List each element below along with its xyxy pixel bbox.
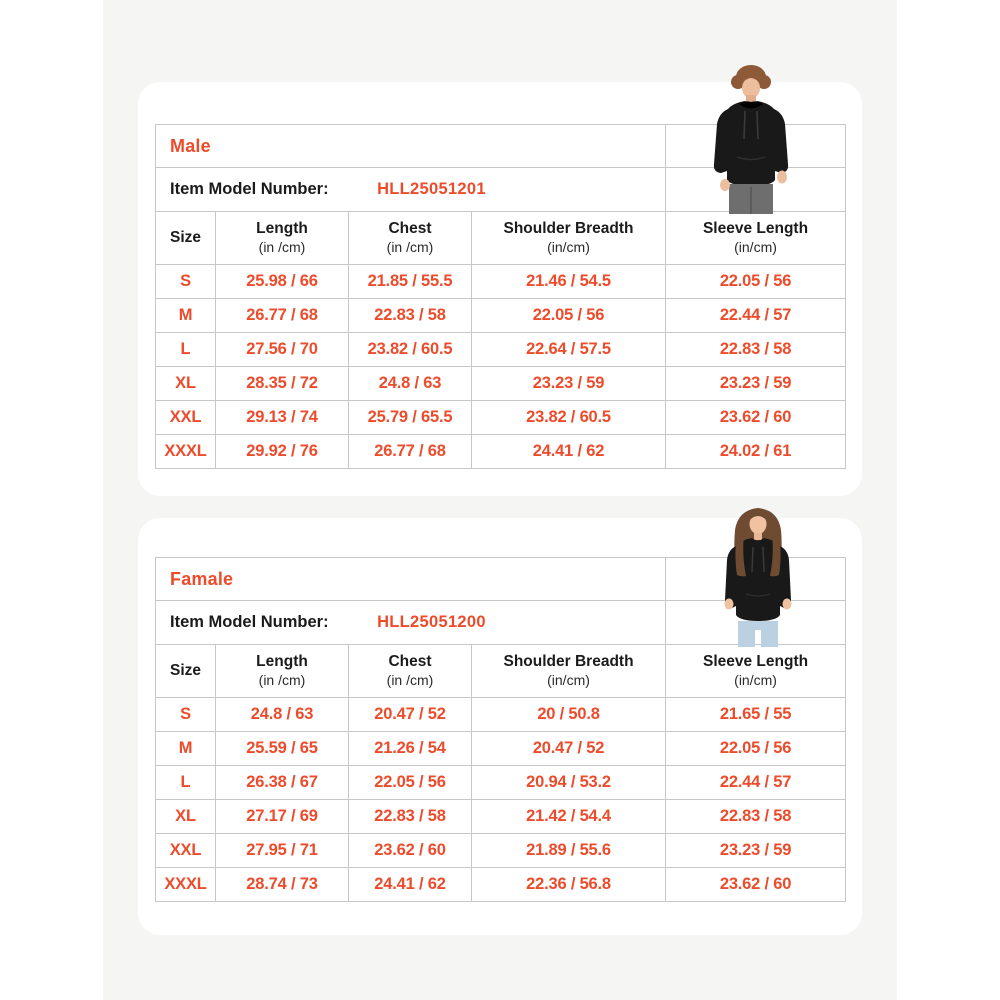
spacer-cell [666, 125, 846, 168]
size-row [156, 265, 846, 299]
measurement-cell: 22.05 / 56 [472, 299, 666, 333]
measurement-cell: 22.83 / 58 [666, 333, 846, 367]
measurement-cell: 25.98 / 66 [216, 265, 349, 299]
measurement-cell: 23.82 / 60.5 [349, 333, 472, 367]
measurement-cell: 26.77 / 68 [216, 299, 349, 333]
measurement-cell: 26.77 / 68 [349, 435, 472, 469]
col-header-label: Size [169, 661, 201, 679]
col-header-shoulder-breadth [472, 645, 666, 698]
col-header-sleeve-length [666, 645, 846, 698]
col-header-chest [349, 212, 472, 265]
col-header-chest [349, 645, 472, 698]
spacer-cell [666, 168, 846, 212]
measurement-cell: 20.94 / 53.2 [472, 766, 666, 800]
measurement-cell: 23.23 / 59 [666, 367, 846, 401]
measurement-cell: 21.42 / 54.4 [472, 800, 666, 834]
col-header-label: Shoulder Breadth [503, 653, 634, 671]
measurement-cell: 28.74 / 73 [216, 868, 349, 902]
measurement-cell: 22.05 / 56 [349, 766, 472, 800]
col-header-label: Length [256, 220, 308, 238]
model-number-cell [156, 601, 666, 645]
measurement-cell: 27.56 / 70 [216, 333, 349, 367]
size-row [156, 401, 846, 435]
size-row [156, 766, 846, 800]
table-title: Male [156, 125, 666, 168]
size-label-cell: XXL [156, 401, 216, 435]
size-label-cell: M [156, 299, 216, 333]
model-number-value: HLL25051201 [377, 180, 486, 198]
size-row [156, 435, 846, 469]
measurement-cell: 22.05 / 56 [666, 732, 846, 766]
size-label-cell: L [156, 766, 216, 800]
col-header-size [156, 645, 216, 698]
measurement-cell: 23.62 / 60 [666, 868, 846, 902]
measurement-cell: 27.95 / 71 [216, 834, 349, 868]
measurement-cell: 23.62 / 60 [349, 834, 472, 868]
col-header-length [216, 645, 349, 698]
size-label-cell: XXXL [156, 435, 216, 469]
male-size-rows [156, 265, 846, 469]
spacer-cell [666, 601, 846, 645]
measurement-cell: 25.59 / 65 [216, 732, 349, 766]
col-header-label: Chest [388, 220, 432, 238]
measurement-cell: 26.38 / 67 [216, 766, 349, 800]
size-label-cell: M [156, 732, 216, 766]
measurement-cell: 24.8 / 63 [216, 698, 349, 732]
measurement-cell: 22.64 / 57.5 [472, 333, 666, 367]
measurement-cell: 27.17 / 69 [216, 800, 349, 834]
col-header-unit: (in /cm) [386, 671, 434, 688]
size-row [156, 333, 846, 367]
col-header-unit: (in/cm) [547, 238, 590, 255]
measurement-cell: 29.92 / 76 [216, 435, 349, 469]
measurement-cell: 23.23 / 59 [472, 367, 666, 401]
male-title-row [156, 125, 846, 168]
size-label-cell: XL [156, 800, 216, 834]
female-size-rows [156, 698, 846, 902]
col-header-size [156, 212, 216, 265]
col-header-label: Chest [388, 653, 432, 671]
size-row [156, 868, 846, 902]
size-label-cell: L [156, 333, 216, 367]
measurement-cell: 21.46 / 54.5 [472, 265, 666, 299]
col-header-unit: (in/cm) [547, 671, 590, 688]
size-label-cell: S [156, 698, 216, 732]
measurement-cell: 25.79 / 65.5 [349, 401, 472, 435]
male-model-number-row [156, 168, 846, 212]
size-row [156, 800, 846, 834]
measurement-cell: 21.65 / 55 [666, 698, 846, 732]
size-label-cell: XL [156, 367, 216, 401]
measurement-cell: 22.36 / 56.8 [472, 868, 666, 902]
col-header-label: Size [169, 228, 201, 246]
col-header-unit: (in /cm) [258, 671, 306, 688]
measurement-cell: 20.47 / 52 [472, 732, 666, 766]
size-label-cell: S [156, 265, 216, 299]
size-row [156, 698, 846, 732]
col-header-label: Sleeve Length [703, 653, 809, 671]
model-number-label: Item Model Number: [170, 613, 329, 631]
female-size-card [138, 518, 862, 935]
measurement-cell: 20 / 50.8 [472, 698, 666, 732]
measurement-cell: 24.41 / 62 [349, 868, 472, 902]
model-number-cell [156, 168, 666, 212]
female-model-number-row [156, 601, 846, 645]
measurement-cell: 21.85 / 55.5 [349, 265, 472, 299]
size-label-cell: XXL [156, 834, 216, 868]
male-size-table [155, 124, 846, 469]
measurement-cell: 22.83 / 58 [349, 299, 472, 333]
measurement-cell: 23.23 / 59 [666, 834, 846, 868]
col-header-sleeve-length [666, 212, 846, 265]
measurement-cell: 22.83 / 58 [349, 800, 472, 834]
col-header-label: Shoulder Breadth [503, 220, 634, 238]
measurement-cell: 23.82 / 60.5 [472, 401, 666, 435]
measurement-cell: 20.47 / 52 [349, 698, 472, 732]
female-title-row [156, 558, 846, 601]
measurement-cell: 24.41 / 62 [472, 435, 666, 469]
col-header-unit: (in/cm) [734, 238, 777, 255]
col-header-shoulder-breadth [472, 212, 666, 265]
measurement-cell: 22.83 / 58 [666, 800, 846, 834]
col-header-unit: (in/cm) [734, 671, 777, 688]
model-number-value: HLL25051200 [377, 613, 486, 631]
size-row [156, 834, 846, 868]
table-title: Famale [156, 558, 666, 601]
measurement-cell: 23.62 / 60 [666, 401, 846, 435]
model-number-label: Item Model Number: [170, 180, 329, 198]
measurement-cell: 29.13 / 74 [216, 401, 349, 435]
size-row [156, 299, 846, 333]
spacer-cell [666, 558, 846, 601]
measurement-cell: 22.05 / 56 [666, 265, 846, 299]
measurement-cell: 22.44 / 57 [666, 299, 846, 333]
measurement-cell: 24.02 / 61 [666, 435, 846, 469]
measurement-cell: 24.8 / 63 [349, 367, 472, 401]
female-size-table [155, 557, 846, 902]
measurement-cell: 21.89 / 55.6 [472, 834, 666, 868]
measurement-cell: 22.44 / 57 [666, 766, 846, 800]
size-row [156, 732, 846, 766]
measurement-cell: 21.26 / 54 [349, 732, 472, 766]
male-size-card [138, 82, 862, 496]
size-label-cell: XXXL [156, 868, 216, 902]
col-header-label: Length [256, 653, 308, 671]
col-header-length [216, 212, 349, 265]
size-row [156, 367, 846, 401]
male-header-row [156, 212, 846, 265]
col-header-label: Sleeve Length [702, 220, 809, 238]
col-header-unit: (in /cm) [386, 238, 434, 255]
female-header-row [156, 645, 846, 698]
col-header-unit: (in /cm) [258, 238, 306, 255]
measurement-cell: 28.35 / 72 [216, 367, 349, 401]
